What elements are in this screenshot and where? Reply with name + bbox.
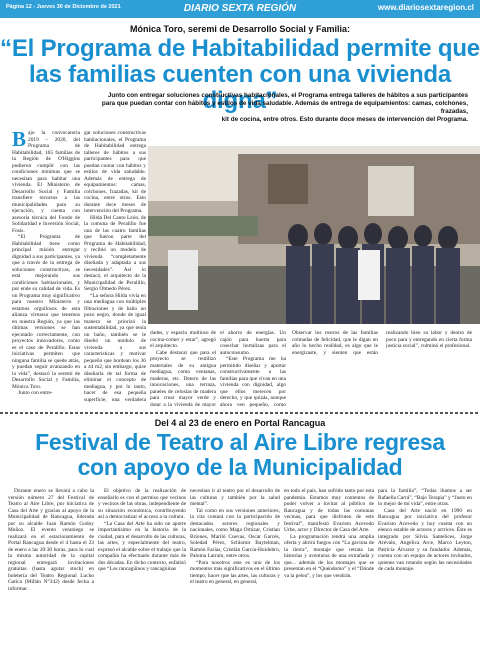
article1-col1 bbox=[12, 130, 80, 402]
article1-p10: “Este Programa me ha permitido diseñar y aportar constructivamente a las familias para que vivan en una vivienda con dignidad, algo que ellos merecen por derecho, y que quizás, aunque ahora ven pequeño, como bbox=[220, 356, 286, 408]
article2-title-line1: Festival de Teatro al Aire Libre regresa bbox=[35, 429, 445, 455]
article1-kicker: Mónica Toro, seremi de Desarrollo Social y Familia: bbox=[130, 24, 350, 34]
page-date: Página 12 - Jueves 30 de Diciembre de 2021 bbox=[6, 4, 121, 10]
section-name: DIARIO SEXTA REGIÓN bbox=[183, 3, 297, 14]
article2-col1 bbox=[8, 488, 94, 666]
article1-lead bbox=[80, 92, 468, 124]
article1-col2 bbox=[84, 130, 146, 402]
article2-kicker: Del 4 al 23 de enero en Portal Rancagua bbox=[154, 418, 326, 428]
site-url: www.diariosextaregion.cl bbox=[377, 3, 474, 12]
article1-p8: Cabe destacar que para el proyecto se reutilizó materiales de su antigua mediagua, como ventanas, maderas, etc. Dentro de las innovaciones, una terraza, paneles de celosías de madera para crear mayor verde y dotar a la vivienda de mayor bbox=[150, 349, 216, 408]
article1-p7: dades, y espacio multiuso de cocina-comer y estar”, agregó el arquitecto. bbox=[150, 330, 216, 349]
section-divider bbox=[0, 412, 480, 414]
article1-p6: “La señora Hilda vivía en una mediagua con múltiples filtraciones y de baño un pozo negro, donde de igual manera se priorizó la sustentabilidad, ya que tenía un baño, también se le diseñó un módulo de vivienda a sus características y motivar pequeño que bordean los 36 a 44 m2, sin embargo, quise diseñarla de tal forma de eliminar el concepto de mediagua, y por lo tanto, hacer de esa pequeña superficie, una verdadera bbox=[84, 292, 146, 402]
article2-p2: El objetivo de la realización de enseñarlo es con el permiso que vecinos y vecinos de las obras, independiente de su situación económica, contribuyendo así a democratizar el acceso a la cultura. bbox=[98, 488, 186, 520]
lead-line-3: kit de cocina, entre otros. Esto durante doce meses de intervención del Programa. bbox=[221, 116, 468, 123]
article1-p2: “El Programa de Habitabilidad tiene como principal misión entregar dignidad a sus participantes, ya que a través de la entrega de soluciones constructivas, se está mejorando sus condiciones habitacionales, y por ende su calidad de vida. Es un Programa muy significativo para nuestro Ministerio y estamos orgullosos de esta alianza virtuosa que tenemos en nuestra Región, ya que las últimas versiones se han ejecutado correctamente, con proyectos innovadores, como es el caso de Peralillo. Estas iniciativas permiten que ninguna familia se quede atrás, y puedan seguir avanzando en la vida”, destacó la seremi de Desarrollo Social y Familia, Mónica Toro. bbox=[12, 234, 80, 390]
lead-line-1: Junto con entregar soluciones constructivas habitacionales, el Programa entrega talleres de hábitos a sus participantes bbox=[107, 92, 468, 99]
article1-title-line2: las familias cuenten con una vivienda digna” bbox=[28, 61, 452, 114]
group-photo-image bbox=[148, 146, 480, 324]
article1-photo bbox=[148, 146, 480, 324]
article1-col4 bbox=[220, 330, 286, 408]
article2-col3 bbox=[190, 488, 280, 666]
article1-photo-caption: Observar los rostros de las familias colmadas de felicidad, que le digan un año lo hecho realidad, es algo que le energizaste, y sienten que están realizando bien su labor y dentro de poco para y entregando en cierta forma justicia social”, culminó el profesional. bbox=[292, 330, 472, 356]
article2-title-line2: con apoyo de la Municipalidad bbox=[77, 454, 403, 480]
article1-title-line1: “El Programa de Habitabilidad permite que bbox=[0, 35, 480, 62]
article2-p7: en todo el país, han sufrido tanto por esta pandemia. Estamos muy contentos de poder volver a invitar al público de Rancagua y de todas las comunas vecinas, para que disfruten de este festival”, manifestó Evaristo Acevedo Urbe, actor y Director de Casa del Arte. bbox=[284, 488, 374, 533]
article2-col4 bbox=[284, 488, 374, 666]
article2-p5: Tal como en sus versiones anteriores, la cita contará con la participación de destacados actores regionales y nacionales, como Maga Ortúzar, Cristian Briones, Mariló Cuevas, Oscar Garcés, Soledad Pérez, Schlomit Baytelman, Ramón Farías, Cristián García-Huidobro, Paloma Larraín, entre otros. bbox=[190, 507, 280, 559]
article1-p9: el ahorro de energías. Un cajón para huerta para cosechar hortalizas para el autoconsumo. bbox=[220, 330, 286, 356]
article2-p1: Durante enero se llevará a cabo la versión número 27 del Festival de Teatro al Aire Libre, por iniciativa de Casa del Arte y gracias al apoyo de la Municipalidad de Rancagua, liderada por su alcalde Juan Ramón Godoy Muñoz. El evento veraniego se realizará en el estacionamiento de Portal Rancagua desde el 4 hasta el 23 de enero a las 20:30 horas, para lo cual la misma autoridad de la capital regional entregará invitaciones gratuitas (hasta agotar stock) en boletería del Teatro Regional Lucho Gatica (Millán N°342) desde fecha a informar. bbox=[8, 488, 94, 592]
article1-p3: Junto con entre- bbox=[18, 390, 53, 396]
article1-p5: Hilda Del Canto León, de la comuna de Peralillo fue una de las cuatro familias que fueron parte del Programa de Habitabilidad, y recibió un modelo de vivienda “completamente diseñada y adaptada a sus necesidades”. Así lo destacó, el arquitecto de la Municipalidad de Peralillo, Sergio Olmedo Pérez. bbox=[84, 214, 146, 292]
article2-p4: necesitan ir al teatro por el desarrollo de las culturas y también por la salud mental”. bbox=[190, 488, 280, 507]
page-header bbox=[0, 0, 480, 18]
article2-p8: La programación tendrá una amplia oferta y abrirá fuegos con “La gaviota de la tierra”, montaje que retrata las historias y aventuras de una extrañada y que... además de los montajes que se presentan en el “Quéndomo” y el “Dónde va la pelea”, y los que vendrán. bbox=[284, 533, 374, 579]
article2-p3: “La Casa del Arte ha sido un aporte importantísimo en la historia de la ciudad, para el desarrollo de las culturas, las artes, y especialmente del teatro, expresó el alcalde sobre el trabajo que la compañía ha efectuado durante más de dos décadas. En dicho contexto, enfatizó que “Los rancagüinos y rancagüinas bbox=[98, 520, 186, 572]
lead-line-2: para que puedan contar con hábitos y estilos de vida saludable. Además de entrega de equipamientos: camas, colchones, frazadas, bbox=[101, 100, 468, 115]
article1-p1: ajo la convocatoria 2019 – 2020, del Programa de Habitabilidad, 165 familias de la Región de O'Higgins pudieron cumplir con las condiciones mínimas que se necesitan para habitar una vivienda. El Ministerio de Desarrollo Social y Familia transfiere recursos a las municipalidades para su ejecución, y cuenta con asesoría técnica del Fondo de Solidaridad e Inversión Social, Fosis. bbox=[12, 130, 80, 234]
article2-col5 bbox=[378, 488, 472, 666]
article2-p10: Casa del Arte nació en 1990 en Rancagua por iniciativa del profesor Evaristo Acevedo y hoy cuenta con un elenco estable de actores y actrices. Éste es integrado por Silvia Santelices, Jorge Arévalo, Angélica Arce, Marco Leyton, Patricia Álvarez y su fundador. Además, cuenta con un equipo de actores invitados, quienes van rotando según las necesidades de cada montaje. bbox=[378, 507, 472, 572]
article1-col3 bbox=[150, 330, 216, 408]
article1-p4: gar soluciones constructivas habitacionales, el Programa de Habitabilidad entrega talleres de hábitos a sus participantes para que puedan contar con hábitos y estilos de vida saludable. Además de entrega de equipamientos: camas, colchones, frazadas, kit de cocina, entre otros. Esto durante doce meses de intervención del Programa. bbox=[84, 130, 146, 214]
article2-p6: “Para nosotros este es uno de los momentos más significativos en el último tiempo, hacer que las artes, las culturas y el teatro en general, en general, bbox=[190, 559, 280, 585]
drop-cap: B bbox=[12, 130, 27, 151]
article2-col2 bbox=[98, 488, 186, 666]
article2-p9: para la familia”, “Todas ibamos a ser Rafaella Carrá”, “Bajo Terapia” y “Justo en lo mejor de mi vida”, entre otras. bbox=[378, 488, 472, 507]
